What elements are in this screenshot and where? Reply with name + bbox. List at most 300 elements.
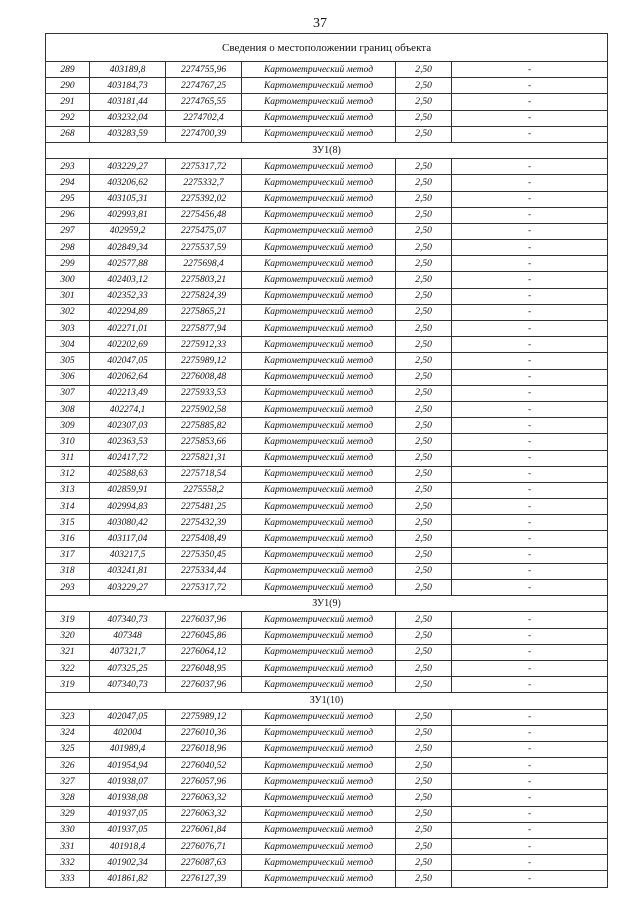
cell-coord-y: 2276008,48 (166, 369, 242, 385)
cell-point-number: 313 (46, 482, 90, 498)
cell-coord-y: 2276087,63 (166, 855, 242, 871)
cell-description: - (452, 741, 608, 757)
cell-method: Картометрический метод (242, 78, 396, 94)
cell-method: Картометрический метод (242, 401, 396, 417)
cell-description: - (452, 191, 608, 207)
table-row (46, 337, 608, 353)
table-row (46, 450, 608, 466)
cell-method: Картометрический метод (242, 110, 396, 126)
cell-coord-x: 401938,08 (90, 790, 166, 806)
cell-method: Картометрический метод (242, 240, 396, 256)
cell-description: - (452, 628, 608, 644)
cell-point-number: 316 (46, 531, 90, 547)
table-title-row (46, 34, 608, 62)
cell-accuracy: 2,50 (396, 450, 452, 466)
cell-method: Картометрический метод (242, 450, 396, 466)
cell-coord-x: 402047,05 (90, 353, 166, 369)
table-row (46, 288, 608, 304)
cell-coord-x: 403217,5 (90, 547, 166, 563)
cell-method: Картометрический метод (242, 790, 396, 806)
cell-coord-y: 2275912,33 (166, 337, 242, 353)
cell-description: - (452, 612, 608, 628)
cell-description: - (452, 369, 608, 385)
cell-coord-x: 402588,63 (90, 466, 166, 482)
cell-coord-y: 2276076,71 (166, 839, 242, 855)
cell-description: - (452, 531, 608, 547)
table-row (46, 256, 608, 272)
cell-coord-y: 2276063,32 (166, 806, 242, 822)
table-row (46, 240, 608, 256)
cell-coord-y: 2276045,86 (166, 628, 242, 644)
table-row (46, 839, 608, 855)
cell-method: Картометрический метод (242, 806, 396, 822)
table-row (46, 660, 608, 676)
cell-method: Картометрический метод (242, 547, 396, 563)
cell-method: Картометрический метод (242, 774, 396, 790)
cell-point-number: 310 (46, 434, 90, 450)
cell-coord-y: 2275865,21 (166, 304, 242, 320)
cell-accuracy: 2,50 (396, 110, 452, 126)
cell-description: - (452, 223, 608, 239)
cell-description: - (452, 855, 608, 871)
cell-description: - (452, 466, 608, 482)
cell-point-number: 323 (46, 709, 90, 725)
cell-coord-y: 2275537,59 (166, 240, 242, 256)
cell-accuracy: 2,50 (396, 369, 452, 385)
cell-description: - (452, 790, 608, 806)
cell-coord-x: 403105,31 (90, 191, 166, 207)
table-row (46, 499, 608, 515)
cell-method: Картометрический метод (242, 839, 396, 855)
cell-coord-y: 2275456,48 (166, 207, 242, 223)
cell-description: - (452, 806, 608, 822)
cell-coord-x: 403241,81 (90, 563, 166, 579)
cell-point-number: 317 (46, 547, 90, 563)
cell-accuracy: 2,50 (396, 677, 452, 693)
cell-description: - (452, 839, 608, 855)
cell-point-number: 314 (46, 499, 90, 515)
cell-coord-x: 407321,7 (90, 644, 166, 660)
cell-accuracy: 2,50 (396, 774, 452, 790)
cell-description: - (452, 871, 608, 887)
cell-point-number: 303 (46, 321, 90, 337)
cell-point-number: 319 (46, 612, 90, 628)
cell-method: Картометрический метод (242, 94, 396, 110)
cell-point-number: 290 (46, 78, 90, 94)
cell-method: Картометрический метод (242, 256, 396, 272)
cell-description: - (452, 256, 608, 272)
group-label: ЗУ1(10) (46, 693, 608, 709)
table-row (46, 418, 608, 434)
table-row (46, 385, 608, 401)
cell-accuracy: 2,50 (396, 741, 452, 757)
table-row (46, 547, 608, 563)
cell-point-number: 294 (46, 175, 90, 191)
cell-method: Картометрический метод (242, 499, 396, 515)
cell-method: Картометрический метод (242, 628, 396, 644)
cell-point-number: 296 (46, 207, 90, 223)
cell-coord-y: 2275718,54 (166, 466, 242, 482)
cell-method: Картометрический метод (242, 871, 396, 887)
cell-description: - (452, 110, 608, 126)
cell-accuracy: 2,50 (396, 272, 452, 288)
cell-accuracy: 2,50 (396, 855, 452, 871)
cell-description: - (452, 822, 608, 838)
cell-coord-x: 403283,59 (90, 126, 166, 142)
cell-coord-y: 2274755,96 (166, 62, 242, 78)
cell-method: Картометрический метод (242, 369, 396, 385)
cell-accuracy: 2,50 (396, 353, 452, 369)
cell-point-number: 329 (46, 806, 90, 822)
cell-point-number: 295 (46, 191, 90, 207)
table-row (46, 466, 608, 482)
cell-point-number: 305 (46, 353, 90, 369)
table-row (46, 94, 608, 110)
table-row (46, 774, 608, 790)
group-header-row (46, 596, 608, 612)
cell-description: - (452, 563, 608, 579)
cell-coord-x: 401861,82 (90, 871, 166, 887)
table-row (46, 191, 608, 207)
cell-point-number: 312 (46, 466, 90, 482)
cell-accuracy: 2,50 (396, 531, 452, 547)
cell-point-number: 331 (46, 839, 90, 855)
cell-accuracy: 2,50 (396, 418, 452, 434)
cell-description: - (452, 660, 608, 676)
cell-coord-y: 2276063,32 (166, 790, 242, 806)
cell-accuracy: 2,50 (396, 207, 452, 223)
cell-method: Картометрический метод (242, 580, 396, 596)
cell-coord-x: 407340,73 (90, 612, 166, 628)
cell-method: Картометрический метод (242, 272, 396, 288)
cell-description: - (452, 515, 608, 531)
cell-point-number: 315 (46, 515, 90, 531)
cell-point-number: 297 (46, 223, 90, 239)
cell-point-number: 324 (46, 725, 90, 741)
table-row (46, 806, 608, 822)
cell-accuracy: 2,50 (396, 644, 452, 660)
cell-coord-x: 402352,33 (90, 288, 166, 304)
cell-method: Картометрический метод (242, 434, 396, 450)
table-row (46, 628, 608, 644)
cell-method: Картометрический метод (242, 337, 396, 353)
table-row (46, 563, 608, 579)
cell-method: Картометрический метод (242, 418, 396, 434)
cell-method: Картометрический метод (242, 353, 396, 369)
cell-point-number: 328 (46, 790, 90, 806)
cell-coord-x: 402417,72 (90, 450, 166, 466)
cell-coord-x: 402993,81 (90, 207, 166, 223)
cell-coord-x: 403181,44 (90, 94, 166, 110)
cell-point-number: 321 (46, 644, 90, 660)
cell-accuracy: 2,50 (396, 499, 452, 515)
table-row (46, 822, 608, 838)
cell-coord-x: 402577,88 (90, 256, 166, 272)
cell-coord-y: 2276037,96 (166, 677, 242, 693)
cell-accuracy: 2,50 (396, 482, 452, 498)
cell-method: Картометрический метод (242, 385, 396, 401)
cell-method: Картометрический метод (242, 126, 396, 142)
cell-method: Картометрический метод (242, 855, 396, 871)
cell-coord-x: 403189,8 (90, 62, 166, 78)
cell-accuracy: 2,50 (396, 660, 452, 676)
cell-accuracy: 2,50 (396, 62, 452, 78)
cell-accuracy: 2,50 (396, 78, 452, 94)
cell-description: - (452, 240, 608, 256)
cell-accuracy: 2,50 (396, 385, 452, 401)
cell-accuracy: 2,50 (396, 304, 452, 320)
cell-point-number: 268 (46, 126, 90, 142)
cell-coord-x: 402849,34 (90, 240, 166, 256)
cell-method: Картометрический метод (242, 644, 396, 660)
cell-coord-y: 2275803,21 (166, 272, 242, 288)
cell-coord-y: 2274700,39 (166, 126, 242, 142)
cell-accuracy: 2,50 (396, 822, 452, 838)
cell-coord-y: 2274702,4 (166, 110, 242, 126)
cell-description: - (452, 385, 608, 401)
cell-point-number: 311 (46, 450, 90, 466)
table-row (46, 401, 608, 417)
cell-description: - (452, 450, 608, 466)
cell-method: Картометрический метод (242, 466, 396, 482)
cell-coord-x: 402271,01 (90, 321, 166, 337)
cell-point-number: 327 (46, 774, 90, 790)
cell-coord-y: 2275824,39 (166, 288, 242, 304)
table-row (46, 855, 608, 871)
cell-coord-x: 402307,03 (90, 418, 166, 434)
boundary-table-container (45, 33, 607, 888)
cell-accuracy: 2,50 (396, 871, 452, 887)
cell-point-number: 333 (46, 871, 90, 887)
page-number: 37 (313, 16, 327, 31)
cell-coord-x: 402994,83 (90, 499, 166, 515)
cell-accuracy: 2,50 (396, 806, 452, 822)
cell-point-number: 330 (46, 822, 90, 838)
cell-coord-x: 403206,62 (90, 175, 166, 191)
cell-coord-x: 402959,2 (90, 223, 166, 239)
cell-description: - (452, 94, 608, 110)
cell-coord-y: 2275885,82 (166, 418, 242, 434)
cell-coord-x: 401902,34 (90, 855, 166, 871)
cell-description: - (452, 547, 608, 563)
cell-accuracy: 2,50 (396, 159, 452, 175)
table-title: Сведения о местоположении границ объекта (46, 34, 608, 62)
cell-coord-y: 2275350,45 (166, 547, 242, 563)
cell-coord-y: 2275481,25 (166, 499, 242, 515)
cell-coord-y: 2276057,96 (166, 774, 242, 790)
cell-method: Картометрический метод (242, 175, 396, 191)
group-label: ЗУ1(9) (46, 596, 608, 612)
cell-coord-y: 2275933,53 (166, 385, 242, 401)
cell-accuracy: 2,50 (396, 709, 452, 725)
cell-method: Картометрический метод (242, 660, 396, 676)
group-header-row (46, 693, 608, 709)
table-row (46, 207, 608, 223)
table-row (46, 175, 608, 191)
cell-coord-x: 407325,25 (90, 660, 166, 676)
cell-coord-x: 402213,49 (90, 385, 166, 401)
cell-coord-x: 403080,42 (90, 515, 166, 531)
cell-accuracy: 2,50 (396, 563, 452, 579)
cell-coord-x: 401918,4 (90, 839, 166, 855)
cell-coord-y: 2274767,25 (166, 78, 242, 94)
cell-coord-y: 2276040,52 (166, 758, 242, 774)
cell-coord-y: 2275317,72 (166, 580, 242, 596)
cell-coord-x: 401954,94 (90, 758, 166, 774)
cell-accuracy: 2,50 (396, 790, 452, 806)
cell-method: Картометрический метод (242, 741, 396, 757)
cell-accuracy: 2,50 (396, 466, 452, 482)
group-label: ЗУ1(8) (46, 142, 608, 158)
cell-coord-x: 401989,4 (90, 741, 166, 757)
cell-coord-y: 2275432,39 (166, 515, 242, 531)
table-row (46, 725, 608, 741)
table-row (46, 612, 608, 628)
cell-description: - (452, 272, 608, 288)
cell-description: - (452, 62, 608, 78)
cell-coord-y: 2275698,4 (166, 256, 242, 272)
cell-description: - (452, 774, 608, 790)
cell-coord-x: 402403,12 (90, 272, 166, 288)
cell-coord-y: 2275877,94 (166, 321, 242, 337)
cell-coord-y: 2274765,55 (166, 94, 242, 110)
cell-accuracy: 2,50 (396, 94, 452, 110)
cell-method: Картометрический метод (242, 207, 396, 223)
cell-point-number: 320 (46, 628, 90, 644)
table-row (46, 482, 608, 498)
cell-description: - (452, 288, 608, 304)
cell-coord-y: 2275332,7 (166, 175, 242, 191)
cell-description: - (452, 78, 608, 94)
cell-coord-x: 403229,27 (90, 580, 166, 596)
cell-coord-x: 402047,05 (90, 709, 166, 725)
cell-point-number: 301 (46, 288, 90, 304)
cell-point-number: 319 (46, 677, 90, 693)
cell-coord-x: 402274,1 (90, 401, 166, 417)
cell-point-number: 291 (46, 94, 90, 110)
cell-accuracy: 2,50 (396, 240, 452, 256)
cell-point-number: 304 (46, 337, 90, 353)
table-row (46, 304, 608, 320)
cell-method: Картометрический метод (242, 531, 396, 547)
boundary-table (45, 33, 608, 888)
cell-coord-x: 402004 (90, 725, 166, 741)
table-row (46, 434, 608, 450)
cell-description: - (452, 321, 608, 337)
cell-accuracy: 2,50 (396, 126, 452, 142)
cell-coord-y: 2276037,96 (166, 612, 242, 628)
cell-coord-x: 401938,07 (90, 774, 166, 790)
cell-coord-x: 402363,53 (90, 434, 166, 450)
cell-accuracy: 2,50 (396, 401, 452, 417)
cell-coord-x: 401937,05 (90, 822, 166, 838)
cell-point-number: 292 (46, 110, 90, 126)
table-row (46, 871, 608, 887)
table-row (46, 644, 608, 660)
cell-coord-y: 2275317,72 (166, 159, 242, 175)
cell-coord-x: 403229,27 (90, 159, 166, 175)
cell-method: Картометрический метод (242, 223, 396, 239)
cell-point-number: 308 (46, 401, 90, 417)
table-row (46, 353, 608, 369)
cell-coord-x: 401937,05 (90, 806, 166, 822)
table-row (46, 758, 608, 774)
cell-coord-x: 403232,04 (90, 110, 166, 126)
cell-description: - (452, 499, 608, 515)
cell-point-number: 326 (46, 758, 90, 774)
cell-point-number: 299 (46, 256, 90, 272)
cell-description: - (452, 482, 608, 498)
cell-point-number: 332 (46, 855, 90, 871)
cell-coord-x: 402202,69 (90, 337, 166, 353)
table-row (46, 272, 608, 288)
cell-point-number: 325 (46, 741, 90, 757)
cell-method: Картометрический метод (242, 677, 396, 693)
cell-accuracy: 2,50 (396, 547, 452, 563)
cell-accuracy: 2,50 (396, 758, 452, 774)
cell-coord-x: 402062,64 (90, 369, 166, 385)
cell-description: - (452, 580, 608, 596)
cell-coord-y: 2275989,12 (166, 709, 242, 725)
cell-description: - (452, 725, 608, 741)
cell-accuracy: 2,50 (396, 191, 452, 207)
cell-point-number: 318 (46, 563, 90, 579)
cell-method: Картометрический метод (242, 612, 396, 628)
cell-coord-y: 2275334,44 (166, 563, 242, 579)
cell-method: Картометрический метод (242, 482, 396, 498)
table-row (46, 62, 608, 78)
cell-coord-y: 2275408,49 (166, 531, 242, 547)
cell-accuracy: 2,50 (396, 337, 452, 353)
cell-method: Картометрический метод (242, 725, 396, 741)
cell-method: Картометрический метод (242, 304, 396, 320)
cell-coord-y: 2275902,58 (166, 401, 242, 417)
cell-coord-y: 2276061,84 (166, 822, 242, 838)
cell-coord-y: 2275392,02 (166, 191, 242, 207)
cell-method: Картометрический метод (242, 758, 396, 774)
cell-point-number: 293 (46, 580, 90, 596)
cell-point-number: 322 (46, 660, 90, 676)
cell-coord-x: 403184,73 (90, 78, 166, 94)
cell-description: - (452, 304, 608, 320)
cell-accuracy: 2,50 (396, 175, 452, 191)
cell-description: - (452, 126, 608, 142)
cell-description: - (452, 677, 608, 693)
cell-accuracy: 2,50 (396, 256, 452, 272)
cell-method: Картометрический метод (242, 321, 396, 337)
cell-description: - (452, 758, 608, 774)
table-row (46, 126, 608, 142)
cell-point-number: 302 (46, 304, 90, 320)
cell-accuracy: 2,50 (396, 580, 452, 596)
cell-coord-y: 2275989,12 (166, 353, 242, 369)
cell-method: Картометрический метод (242, 159, 396, 175)
table-row (46, 741, 608, 757)
cell-accuracy: 2,50 (396, 612, 452, 628)
cell-coord-x: 402294,89 (90, 304, 166, 320)
cell-description: - (452, 159, 608, 175)
cell-method: Картометрический метод (242, 563, 396, 579)
table-row (46, 677, 608, 693)
cell-description: - (452, 353, 608, 369)
cell-coord-y: 2276048,95 (166, 660, 242, 676)
cell-accuracy: 2,50 (396, 223, 452, 239)
cell-point-number: 309 (46, 418, 90, 434)
cell-coord-y: 2276064,12 (166, 644, 242, 660)
cell-coord-x: 407340,73 (90, 677, 166, 693)
cell-point-number: 300 (46, 272, 90, 288)
table-row (46, 110, 608, 126)
